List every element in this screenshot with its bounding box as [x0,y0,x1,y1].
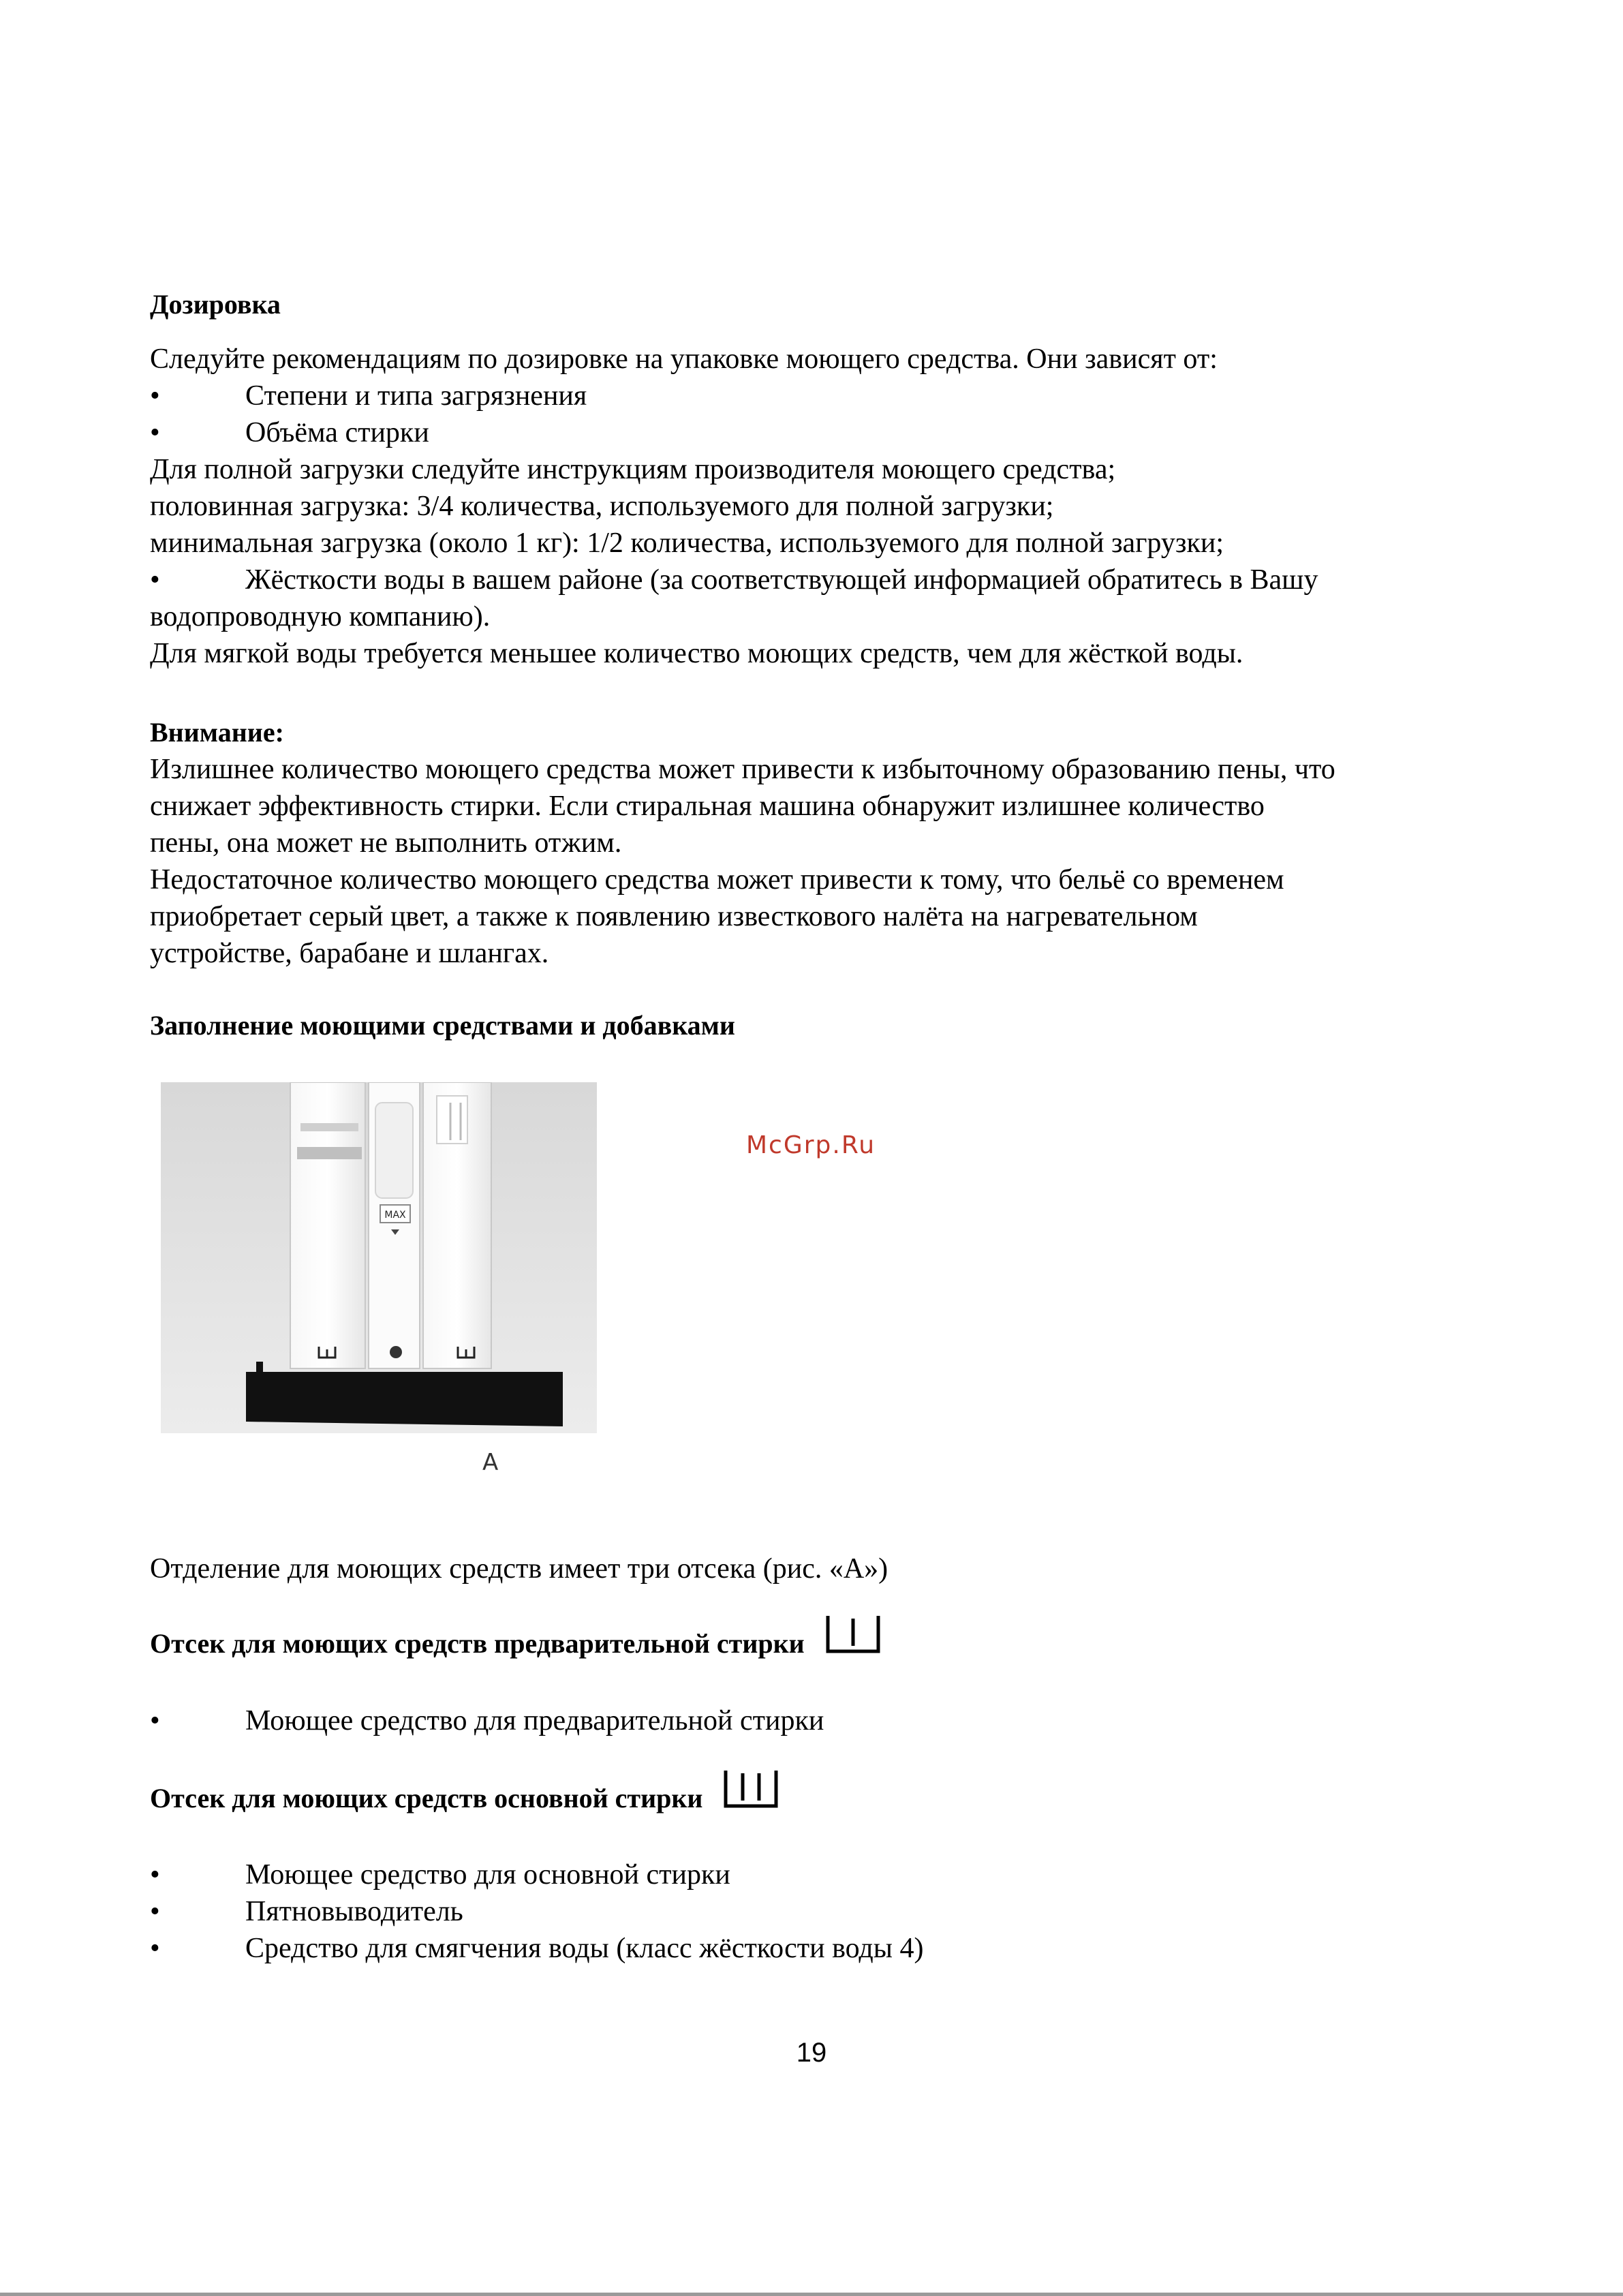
compartments-intro: Отделение для моющих средств имеет три отсека (рис. «А») [150,1553,888,1585]
bullet-text: Жёсткости воды в вашем районе (за соответствующей информацией обратитесь в Вашу [245,564,1318,596]
attention-line: устройстве, барабане и шлангах. [150,938,549,969]
prewash-list [150,1702,1485,1739]
list-item [150,562,1485,598]
attention-line: Недостаточное количество моющего средства может привести к тому, что бельё со временем [150,864,1284,896]
mainwash-list [150,1856,1485,1967]
bullet-glyph: • [150,1859,160,1891]
mainwash-section [150,1766,1485,1821]
prewash-section [150,1612,1485,1666]
attention-line: пены, она может не выполнить отжим. [150,827,622,859]
bullet-text: Средство для смягчения воды (класс жёсткости воды 4) [245,1933,924,1964]
bullet-text: Объёма стирки [245,417,429,448]
prewash-tub-icon [824,1612,882,1666]
bullet-text: Моющее средство для предварительной стирки [245,1705,824,1736]
mainwash-tub-icon [722,1766,780,1821]
bullet-glyph: • [150,564,160,596]
bullet-glyph: • [150,1933,160,1964]
dosage-section [150,286,1485,323]
list-item [150,1893,1485,1930]
detergent-drawer-figure [161,1082,597,1433]
dosage-heading: Дозировка [150,289,281,320]
prewash-heading-line [150,1612,1485,1666]
attention-heading: Внимание: [150,717,284,748]
list-item [150,1702,1485,1739]
watermark: McGrp.Ru [746,1131,876,1159]
attention-line: снижает эффективность стирки. Если стиральная машина обнаружит излишнее количество [150,791,1265,822]
figure-label: A [482,1449,499,1476]
bullet-glyph: • [150,1896,160,1927]
mainwash-heading: Отсек для моющих средств основной стирки [150,1783,703,1813]
attention-line: Излишнее количество моющего средства может привести к избыточному образованию пены, что [150,754,1335,785]
attention-line: приобретает серый цвет, а также к появлению известкового налёта на нагревательном [150,901,1198,932]
dosage-line-half: половинная загрузка: 3/4 количества, используемого для полной загрузки; [150,491,1054,522]
bullet-text: Пятновыводитель [245,1896,463,1927]
list-item [150,1930,1485,1967]
compartments-intro-block [150,1550,1485,1587]
prewash-heading: Отсек для моющих средств предварительной стирки [150,1628,805,1659]
max-label: MAX [384,1210,406,1221]
bullet-glyph: • [150,417,160,448]
bullet-text: Моющее средство для основной стирки [245,1859,730,1891]
bullet-continuation: водопроводную компанию). [150,601,491,632]
dosage-line-full: Для полной загрузки следуйте инструкциям производителя моющего средства; [150,454,1116,485]
page-bottom-rule [0,2293,1623,2296]
dosage-soft-water: Для мягкой воды требуется меньшее количество моющих средств, чем для жёсткой воды. [150,638,1243,669]
list-item [150,378,1485,414]
list-item [150,414,1485,451]
detergent-drawer-illustration [161,1082,597,1433]
filling-heading: Заполнение моющими средствами и добавками [150,1010,735,1041]
mainwash-heading-line [150,1766,1485,1821]
bullet-glyph: • [150,380,160,412]
dosage-body [150,341,1485,672]
dosage-line-min: минимальная загрузка (около 1 кг): 1/2 количества, используемого для полной загрузки; [150,527,1224,559]
dosage-intro: Следуйте рекомендациям по дозировке на упаковке моющего средства. Они зависят от: [150,343,1218,375]
bullet-text: Степени и типа загрязнения [245,380,587,412]
list-item [150,1856,1485,1893]
attention-section [150,714,1485,972]
bullet-glyph: • [150,1705,160,1736]
filling-section [150,1007,1485,1044]
page-number: 19 [796,2038,827,2068]
